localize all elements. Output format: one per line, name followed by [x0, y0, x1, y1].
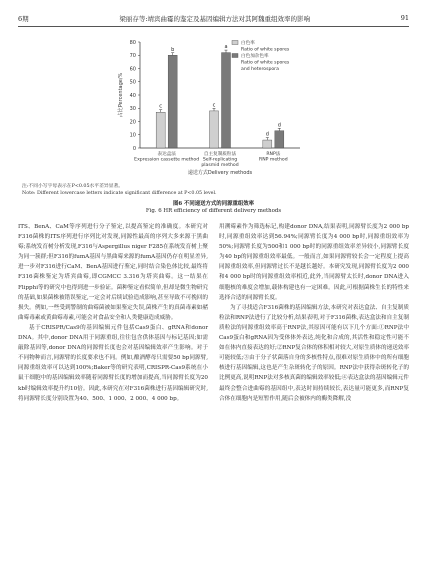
- legend-label: and heterospora: [241, 67, 279, 72]
- significance-letter: d: [277, 122, 281, 129]
- legend-swatch: [232, 41, 238, 45]
- significance-letter: b: [171, 46, 175, 53]
- bar: [222, 53, 231, 148]
- y-tick-label: 80: [129, 39, 136, 46]
- y-tick-label: 40: [129, 92, 136, 99]
- legend-label: 白色率: [241, 41, 255, 46]
- legend-label: Ratio of white spores: [241, 60, 290, 66]
- figure-caption-cn: 图6 不同递送方式的同源重组效率: [172, 201, 255, 207]
- y-tick-label: 70: [129, 53, 136, 60]
- figure-note-en: Note: Different lowercase letters indicate significant difference at P<0.05 level.: [22, 191, 217, 196]
- x-tick-label: RNP法: [266, 152, 281, 157]
- bar: [263, 140, 272, 148]
- figure-caption-en: Fig. 6 HR efficiency of different delivery methods: [145, 208, 282, 214]
- x-tick-label: Self-replicating: [202, 157, 238, 163]
- legend-label: Ratio of white spores: [241, 47, 290, 53]
- significance-letter: d: [265, 131, 269, 138]
- significance-letter: c: [212, 102, 216, 109]
- x-tick-label: 自主复制质粒法: [203, 152, 237, 157]
- left-paragraph-1: ITS、BenA、CaM等序列进行分子鉴定,以提高鉴定的准确度。本研究对F316菌株的ITS序列进行序列比对发现,同源性最高的序列大多来源于黑曲霉;系统发育树分析发现,F316与Aspergillus niger F285在系统发育树上聚为同一簇群;但F316的fumA基因与黑曲霉来源的fumA基因仍存在明显差异,进一步对F316进行CaM、BenA基因进行鉴定,同时结合染色体比较,最终将F316菌株鉴定为塔宾曲霉,即CGMCC 3.316为塔宾曲霉。这一结果在Flipphi等的研究中也得到进一步验证。菌种鉴定看似简单,但却是微生物研究的基础,如果菌株被错误鉴定,一定会对后续试验造成影响,甚至导致不可挽回的损失。例如,一些受到警制的曲霉菌被如果鉴定失误,菌株产生的真菌毒素如赭曲霉毒素或黄曲霉毒素,可能会对食品安全和人类健康造成威胁。: [18, 224, 208, 321]
- significance-letter: a: [224, 44, 228, 51]
- x-axis-label: 递送方式Delivery methods: [187, 170, 253, 176]
- legend-label: 白色加杂色率: [241, 54, 269, 59]
- y-tick-label: 10: [129, 132, 136, 139]
- significance-letter: c: [159, 103, 163, 110]
- y-tick-label: 20: [129, 119, 136, 126]
- running-title: 梁丽存等:靖宾曲霉的鉴定及基因编辑方法对其阿魏重组效率的影响: [119, 14, 311, 23]
- right-paragraph-1: 用溯霉素作为筛选标记,构建donor DNA,结果表明,同源臂长度为2 000 bp时,同源重组效率达到56.94%;同源臂长度为4 000 bp时,同源重组效率为50%;同源臂长度为500和1 000 bp时的同源重组效率差异较小,同源臂长度为40 bp的同源重组效率最低。一般而言,如果同源臂较长会一定程度上提高同源重组效率,但同源臂过长不是越长越好。本研究发现,同源臂长度为2 000和4 000 bp时的同源重组效率相近,此外,当同源臂太长时,donor DNA进入细胞核的难度会增加,载体构建也有一定困难。因此,可根据菌株生长的特性来选择合适的同源臂长度。: [219, 224, 409, 301]
- bar: [156, 112, 165, 148]
- left-column: [18, 222, 208, 404]
- x-tick-label: Expression cassette method: [134, 157, 200, 163]
- y-tick-label: 50: [129, 79, 136, 86]
- bar: [168, 55, 177, 148]
- x-tick-label: 表达盒法: [157, 152, 176, 157]
- x-tick-label: RNP method: [259, 157, 288, 163]
- y-tick-label: 30: [129, 106, 136, 113]
- issue-number: 6期: [18, 14, 29, 23]
- page-number: 91: [400, 14, 409, 22]
- legend-swatch: [232, 54, 238, 58]
- bar: [275, 131, 284, 148]
- x-tick-label: plasmid method: [201, 163, 239, 168]
- y-axis-label: 占比Percentage/%: [118, 72, 124, 118]
- figure-note-cn: 注:不同小写字母表示在P<0.05水平差异显著。: [22, 184, 124, 189]
- running-header: [18, 12, 409, 24]
- right-column: [219, 222, 409, 404]
- y-tick-label: 60: [129, 66, 136, 73]
- bar: [210, 111, 219, 148]
- y-tick-label: 0: [132, 145, 136, 152]
- right-paragraph-2: 为了寻找适合F316菌株的基因编辑方法,本研究对表达盒法、自主复制质粒法和RNP法进行了比较分析,结果表明,对于F316菌株,表达盒法和自主复制质粒法的同源重组效率高于RNP法,其原因可能有以下几个方面:①RNP法中Cas9蛋白和gRNA因为受体体外表达,纯化和合成的,其活性和稳定性可能不如在体内直接表达的好;②RNP复合体的体积相对较大,对原生质体的递送效率可能较低;③由于分子状菌落自身的多核性特点,很难对原生质体中的所有细胞核进行基因编辑,这也是产生杂斑转化子的原因。RNP法中获得杂斑转化子的比例更高,说明RNP法对多核真菌的编辑效率较低;④表达盒法的基因编辑元件最终会整合进曲霉的基因组中,表达时间持续较长,表达量可能更多,而RNP复合体在细胞内是短暂作用,随后会被体内的酶类降解,没: [219, 304, 409, 402]
- left-paragraph-2: 基于CRISPR/Cas9的基因编辑元件包括Cas9蛋白、gRNA和donor DNA。其中,donor DNA用于同源重组,往往包含供体基因与标记基因;如需敲除基因等,donor DNA的同源臂长度也会对基因编辑效率产生影响。对于不同物种而言,同源臂的长度要求也不同。例如,酿酒酵母只需要50 bp同源臂,同源重组效率可以达到100%;Baker等的研究表明,CRISPR-Cas9系统在小鼠干细胞中的基因编辑效率随着同源臂长度的增加而提高,当同源臂长度为20 kb时编辑效率提升约10倍。因此,本研究在对F316菌株进行基因编辑研究时,将同源臂长度分别设置为40、500、1 000、2 000、4 000 bp。: [18, 324, 208, 402]
- bar-chart: [0, 30, 427, 180]
- header-rule: [18, 26, 409, 27]
